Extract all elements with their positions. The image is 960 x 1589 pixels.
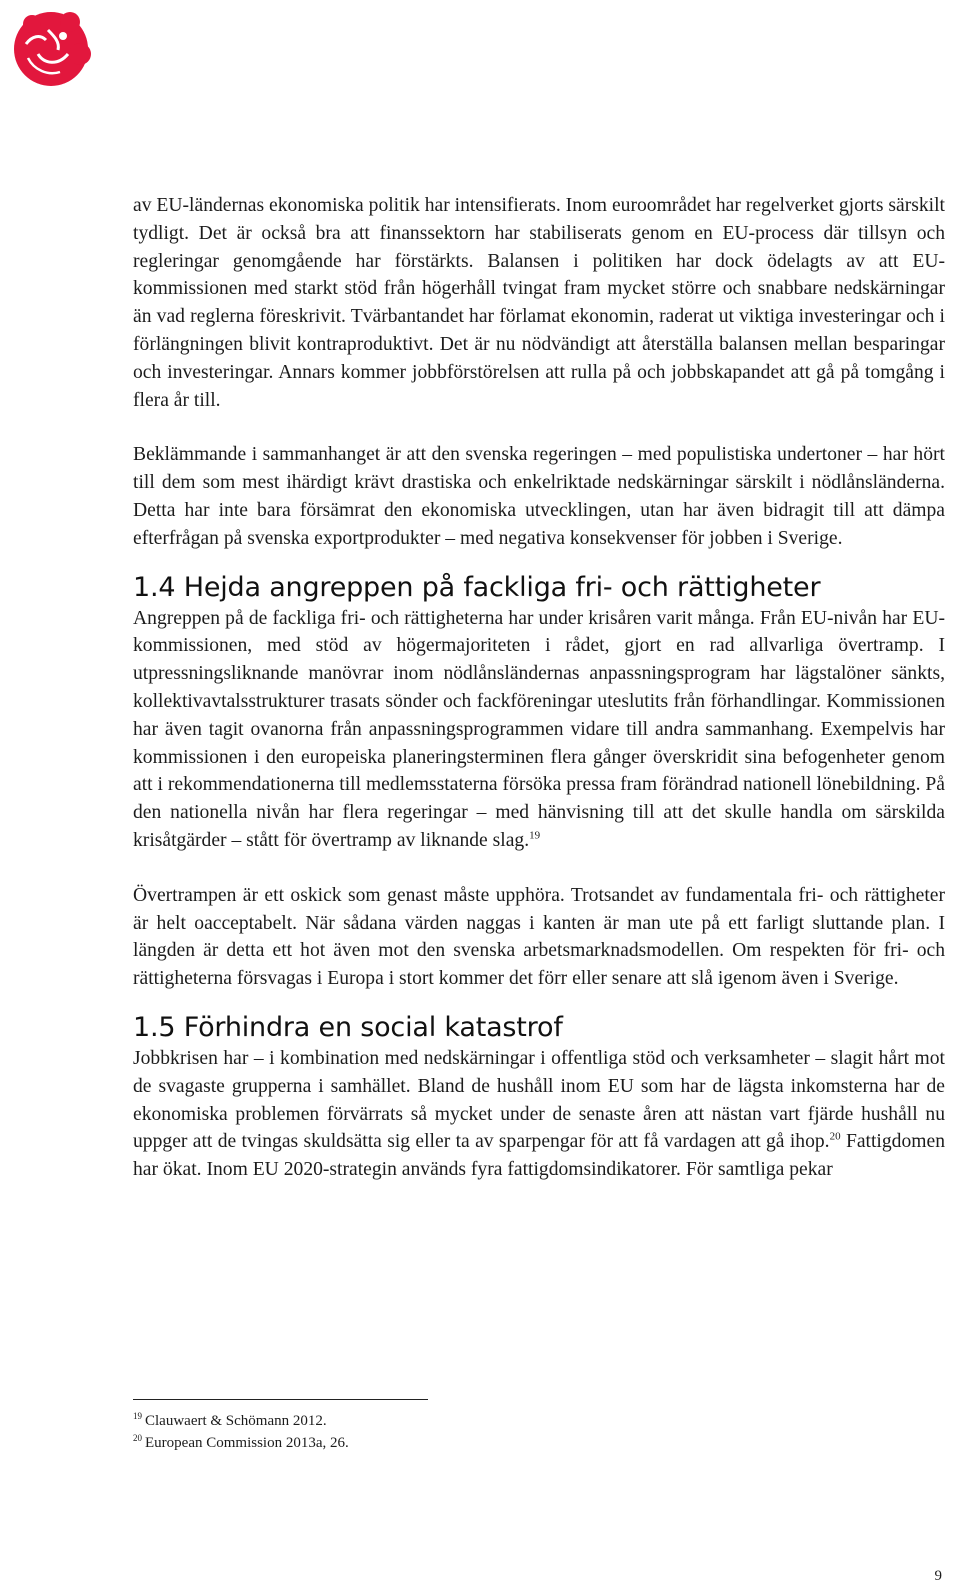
footnote-divider: [133, 1399, 428, 1400]
section-heading: 1.4 Hejda angreppen på fackliga fri- och rättigheter: [133, 571, 821, 603]
paragraph: av EU-ländernas ekonomiska politik har intensifierats. Inom euroområdet har regelverket gjorts särskilt tydligt. Det är också bra att finanssektorn har stabiliserats genom en EU-process där tillsyn och regleringar genomgående har förstärkts. Balansen i politiken har dock ödelagts av att EU-kommissionen med starkt stöd från högerhåll tvingat fram mycket större och snabbare nedskärningar än vad reglerna föreskrivit. Tvärbantandet har förlamat ekonomin, raderat ut viktiga investeringar och i förlängningen blivit kontraproduktivt. Det är nu nödvändigt att återställa balansen mellan besparingar och investeringar. Annars kommer jobbförstörelsen att rulla på och jobbskapandet att gå på tomgång i flera år till.: [133, 195, 945, 411]
rose-logo-icon: [8, 6, 94, 92]
paragraph: Beklämmande i sammanhanget är att den svenska regeringen – med populistiska undertoner – har hört till dem som mest ihärdigt krävt drastiska och enkelriktade nedskärningar särskilt i nödlånsländerna. Detta har inte bara försämrat den ekonomiska utvecklingen, utan har även bidragit till att dämpa efterfrågan på svenska exportprodukter – med negativa konsekvenser för jobben i Sverige.: [133, 444, 945, 549]
footnote: [133, 1433, 349, 1453]
paragraph-text: Jobbkrisen har – i kombination med nedskärningar i offentliga stöd och verksamheter – slagit hårt mot de svagaste grupperna i samhället. Bland de hushåll inom EU som har de lägsta inkomsterna har de ekonomiska problemen förvärrats så mycket under de senaste åren att nästan vart fjärde hushåll nu uppger att de tvingas skuldsätta sig eller ta av sparpengar för att få vardagen att gå ihop.: [133, 1047, 945, 1153]
section-heading: 1.5 Förhindra en social katastrof: [133, 1011, 563, 1043]
paragraph: [133, 605, 945, 855]
footnote-ref[interactable]: 19: [529, 829, 541, 842]
footnote-number: 20: [133, 1433, 142, 1443]
paragraph: [133, 1045, 945, 1184]
footnote-ref[interactable]: 20: [829, 1130, 841, 1143]
page-number: 9: [934, 1568, 942, 1584]
footnote-text: Clauwaert & Schömann 2012.: [145, 1413, 327, 1429]
paragraph: Övertrampen är ett oskick som genast måste upphöra. Trotsandet av fundamentala fri- och rättigheter är helt oacceptabelt. När sådana värden naggas i kanten är man ute på ett farligt sluttande plan. I längden är detta ett hot även mot den svenska arbetsmarknadsmodellen. Om respekten för fri- och rättigheterna försvagas i Europa i stort kommer det förr eller senare att slå igenom även i Sverige.: [133, 884, 945, 990]
paragraph-text: Angreppen på de fackliga fri- och rättigheterna har under krisåren varit många. Från EU-nivån har EU-kommissionen, med stöd av högermajoriteten i rådet, gjort en rad allvarliga övertramp. I utpressningsliknande manövrar inom nödlånsländernas anpassningsprogram har lägstalöner sänkts, kollektivavtalsstrukturer trasats sönder och fackföreningar uteslutits från förhandlingar. Kommissionen har även tagit ovanorna från anpassningsprogrammen vidare till andra sammanhang. Exempelvis har kommissionen i den europeiska planeringsterminen flera gånger överskridit sina befogenheter genom att i rekommendationerna till medlemsstaterna försöka pressa fram förändrad nationell lönebildning. På den nationella nivån har flera regeringar – med hänvisning till att det skulle handla om särskilda krisåtgärder – stått för övertramp av liknande slag.: [133, 607, 945, 851]
footnote-number: 19: [133, 1411, 142, 1421]
document-body: [133, 192, 945, 1184]
footnote: [133, 1411, 327, 1431]
footnote-text: European Commission 2013a, 26.: [145, 1435, 349, 1451]
paragraph-text: Fattigdomen har ökat. Inom EU 2020-strategin används fyra fattigdomsindikatorer. För samtliga pekar: [133, 1131, 945, 1181]
